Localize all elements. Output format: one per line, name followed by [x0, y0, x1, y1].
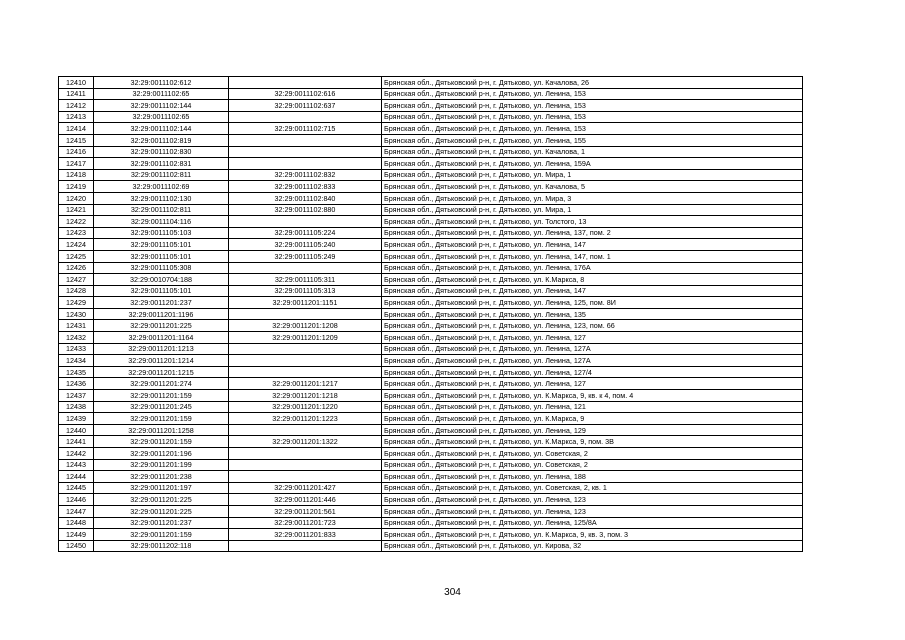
- cadastral-number-cell: 32:29:0011201:245: [94, 401, 229, 413]
- address-cell: Брянская обл., Дятьковский р-н, г. Дятьково, ул. Качалова, 1: [382, 146, 803, 158]
- cadastral-number-cell: 32:29:0011102:819: [94, 134, 229, 146]
- row-number-cell: 12435: [59, 366, 94, 378]
- related-cadastral-number-cell: [229, 540, 382, 552]
- related-cadastral-number-cell: [229, 111, 382, 123]
- row-number-cell: 12443: [59, 459, 94, 471]
- table-row: [59, 297, 803, 309]
- cadastral-number-cell: 32:29:0011102:144: [94, 123, 229, 135]
- table-row: [59, 471, 803, 483]
- row-number-cell: 12429: [59, 297, 94, 309]
- row-number-cell: 12449: [59, 529, 94, 541]
- cadastral-number-cell: 32:29:0011102:612: [94, 77, 229, 89]
- related-cadastral-number-cell: 32:29:0011201:1208: [229, 320, 382, 332]
- row-number-cell: 12421: [59, 204, 94, 216]
- table-row: [59, 216, 803, 228]
- related-cadastral-number-cell: [229, 366, 382, 378]
- row-number-cell: 12446: [59, 494, 94, 506]
- related-cadastral-number-cell: 32:29:0011201:446: [229, 494, 382, 506]
- row-number-cell: 12417: [59, 158, 94, 170]
- row-number-cell: 12411: [59, 88, 94, 100]
- row-number-cell: 12436: [59, 378, 94, 390]
- row-number-cell: 12418: [59, 169, 94, 181]
- related-cadastral-number-cell: 32:29:0011105:224: [229, 227, 382, 239]
- address-cell: Брянская обл., Дятьковский р-н, г. Дятьково, ул. Советская, 2: [382, 459, 803, 471]
- row-number-cell: 12439: [59, 413, 94, 425]
- address-cell: Брянская обл., Дятьковский р-н, г. Дятьково, ул. К.Маркса, 9, пом. 3В: [382, 436, 803, 448]
- row-number-cell: 12426: [59, 262, 94, 274]
- cadastral-number-cell: 32:29:0011102:144: [94, 100, 229, 112]
- related-cadastral-number-cell: 32:29:0011102:833: [229, 181, 382, 193]
- address-cell: Брянская обл., Дятьковский р-н, г. Дятьково, ул. Ленина, 125/8А: [382, 517, 803, 529]
- address-cell: Брянская обл., Дятьковский р-н, г. Дятьково, ул. Кирова, 32: [382, 540, 803, 552]
- related-cadastral-number-cell: [229, 146, 382, 158]
- address-cell: Брянская обл., Дятьковский р-н, г. Дятьково, ул. Ленина, 127: [382, 378, 803, 390]
- cadastral-number-cell: 32:29:0011201:159: [94, 529, 229, 541]
- cadastral-number-cell: 32:29:0011201:1164: [94, 332, 229, 344]
- address-cell: Брянская обл., Дятьковский р-н, г. Дятьково, ул. Мира, 1: [382, 169, 803, 181]
- table-row: [59, 459, 803, 471]
- related-cadastral-number-cell: 32:29:0011102:616: [229, 88, 382, 100]
- address-cell: Брянская обл., Дятьковский р-н, г. Дятьково, ул. Толстого, 13: [382, 216, 803, 228]
- address-cell: Брянская обл., Дятьковский р-н, г. Дятьково, ул. Ленина, 155: [382, 134, 803, 146]
- row-number-cell: 12415: [59, 134, 94, 146]
- table-row: [59, 204, 803, 216]
- row-number-cell: 12425: [59, 250, 94, 262]
- address-cell: Брянская обл., Дятьковский р-н, г. Дятьково, ул. Ленина, 123: [382, 494, 803, 506]
- related-cadastral-number-cell: 32:29:0011201:1209: [229, 332, 382, 344]
- table-row: [59, 239, 803, 251]
- cadastral-number-cell: 32:29:0011201:159: [94, 413, 229, 425]
- row-number-cell: 12420: [59, 192, 94, 204]
- address-cell: Брянская обл., Дятьковский р-н, г. Дятьково, ул. Ленина, 125, пом. 8И: [382, 297, 803, 309]
- address-cell: Брянская обл., Дятьковский р-н, г. Дятьково, ул. Ленина, 159А: [382, 158, 803, 170]
- address-cell: Брянская обл., Дятьковский р-н, г. Дятьково, ул. Мира, 3: [382, 192, 803, 204]
- related-cadastral-number-cell: [229, 216, 382, 228]
- related-cadastral-number-cell: 32:29:0011102:840: [229, 192, 382, 204]
- table-row: [59, 262, 803, 274]
- table-row: [59, 285, 803, 297]
- related-cadastral-number-cell: [229, 448, 382, 460]
- row-number-cell: 12419: [59, 181, 94, 193]
- related-cadastral-number-cell: 32:29:0011102:880: [229, 204, 382, 216]
- table-row: [59, 343, 803, 355]
- related-cadastral-number-cell: [229, 158, 382, 170]
- cadastral-number-cell: 32:29:0011105:308: [94, 262, 229, 274]
- related-cadastral-number-cell: [229, 262, 382, 274]
- row-number-cell: 12432: [59, 332, 94, 344]
- related-cadastral-number-cell: [229, 308, 382, 320]
- address-cell: Брянская обл., Дятьковский р-н, г. Дятьково, ул. Ленина, 147: [382, 239, 803, 251]
- table-row: [59, 378, 803, 390]
- table-row: [59, 529, 803, 541]
- registry-table: [58, 76, 803, 552]
- cadastral-number-cell: 32:29:0011201:197: [94, 482, 229, 494]
- related-cadastral-number-cell: [229, 134, 382, 146]
- table-row: [59, 181, 803, 193]
- table-row: [59, 134, 803, 146]
- cadastral-number-cell: 32:29:0011202:118: [94, 540, 229, 552]
- address-cell: Брянская обл., Дятьковский р-н, г. Дятьково, ул. Ленина, 135: [382, 308, 803, 320]
- address-cell: Брянская обл., Дятьковский р-н, г. Дятьково, ул. Ленина, 127А: [382, 343, 803, 355]
- related-cadastral-number-cell: 32:29:0011102:715: [229, 123, 382, 135]
- address-cell: Брянская обл., Дятьковский р-н, г. Дятьково, ул. Ленина, 129: [382, 424, 803, 436]
- row-number-cell: 12430: [59, 308, 94, 320]
- row-number-cell: 12434: [59, 355, 94, 367]
- address-cell: Брянская обл., Дятьковский р-н, г. Дятьково, ул. Ленина, 153: [382, 111, 803, 123]
- address-cell: Брянская обл., Дятьковский р-н, г. Дятьково, ул. Ленина, 127: [382, 332, 803, 344]
- row-number-cell: 12410: [59, 77, 94, 89]
- cadastral-number-cell: 32:29:0011201:238: [94, 471, 229, 483]
- cadastral-number-cell: 32:29:0011201:225: [94, 494, 229, 506]
- registry-table-body: [59, 77, 803, 552]
- row-number-cell: 12427: [59, 274, 94, 286]
- address-cell: Брянская обл., Дятьковский р-н, г. Дятьково, ул. Качалова, 5: [382, 181, 803, 193]
- related-cadastral-number-cell: [229, 355, 382, 367]
- table-row: [59, 540, 803, 552]
- cadastral-number-cell: 32:29:0011201:159: [94, 436, 229, 448]
- cadastral-number-cell: 32:29:0011201:1214: [94, 355, 229, 367]
- cadastral-number-cell: 32:29:0011105:101: [94, 285, 229, 297]
- row-number-cell: 12433: [59, 343, 94, 355]
- address-cell: Брянская обл., Дятьковский р-н, г. Дятьково, ул. Ленина, 153: [382, 123, 803, 135]
- cadastral-number-cell: 32:29:0011201:237: [94, 517, 229, 529]
- row-number-cell: 12448: [59, 517, 94, 529]
- table-row: [59, 436, 803, 448]
- address-cell: Брянская обл., Дятьковский р-н, г. Дятьково, ул. Ленина, 127А: [382, 355, 803, 367]
- address-cell: Брянская обл., Дятьковский р-н, г. Дятьково, ул. Ленина, 127/4: [382, 366, 803, 378]
- related-cadastral-number-cell: 32:29:0011105:313: [229, 285, 382, 297]
- address-cell: Брянская обл., Дятьковский р-н, г. Дятьково, ул. Качалова, 26: [382, 77, 803, 89]
- table-row: [59, 413, 803, 425]
- related-cadastral-number-cell: 32:29:0011201:1218: [229, 390, 382, 402]
- related-cadastral-number-cell: [229, 424, 382, 436]
- cadastral-number-cell: 32:29:0011105:101: [94, 250, 229, 262]
- related-cadastral-number-cell: [229, 77, 382, 89]
- related-cadastral-number-cell: 32:29:0011201:1217: [229, 378, 382, 390]
- related-cadastral-number-cell: 32:29:0011201:833: [229, 529, 382, 541]
- related-cadastral-number-cell: 32:29:0011201:1322: [229, 436, 382, 448]
- table-row: [59, 169, 803, 181]
- row-number-cell: 12431: [59, 320, 94, 332]
- table-row: [59, 332, 803, 344]
- related-cadastral-number-cell: 32:29:0011201:561: [229, 505, 382, 517]
- row-number-cell: 12416: [59, 146, 94, 158]
- cadastral-number-cell: 32:29:0011201:159: [94, 390, 229, 402]
- address-cell: Брянская обл., Дятьковский р-н, г. Дятьково, ул. Мира, 1: [382, 204, 803, 216]
- address-cell: Брянская обл., Дятьковский р-н, г. Дятьково, ул. Ленина, 188: [382, 471, 803, 483]
- address-cell: Брянская обл., Дятьковский р-н, г. Дятьково, ул. Ленина, 153: [382, 88, 803, 100]
- related-cadastral-number-cell: 32:29:0011201:1223: [229, 413, 382, 425]
- row-number-cell: 12441: [59, 436, 94, 448]
- table-row: [59, 308, 803, 320]
- address-cell: Брянская обл., Дятьковский р-н, г. Дятьково, ул. Советская, 2: [382, 448, 803, 460]
- cadastral-number-cell: 32:29:0011201:225: [94, 320, 229, 332]
- cadastral-number-cell: 32:29:0011105:101: [94, 239, 229, 251]
- address-cell: Брянская обл., Дятьковский р-н, г. Дятьково, ул. Ленина, 121: [382, 401, 803, 413]
- table-row: [59, 123, 803, 135]
- cadastral-number-cell: 32:29:0011201:1196: [94, 308, 229, 320]
- related-cadastral-number-cell: [229, 471, 382, 483]
- cadastral-number-cell: 32:29:0011102:831: [94, 158, 229, 170]
- table-row: [59, 227, 803, 239]
- table-row: [59, 424, 803, 436]
- row-number-cell: 12450: [59, 540, 94, 552]
- related-cadastral-number-cell: 32:29:0011201:427: [229, 482, 382, 494]
- table-row: [59, 448, 803, 460]
- related-cadastral-number-cell: 32:29:0011102:832: [229, 169, 382, 181]
- table-row: [59, 505, 803, 517]
- row-number-cell: 12412: [59, 100, 94, 112]
- row-number-cell: 12424: [59, 239, 94, 251]
- cadastral-number-cell: 32:29:0011104:116: [94, 216, 229, 228]
- table-row: [59, 146, 803, 158]
- row-number-cell: 12447: [59, 505, 94, 517]
- address-cell: Брянская обл., Дятьковский р-н, г. Дятьково, ул. Ленина, 147: [382, 285, 803, 297]
- table-row: [59, 274, 803, 286]
- table-row: [59, 250, 803, 262]
- cadastral-number-cell: 32:29:0010704:188: [94, 274, 229, 286]
- related-cadastral-number-cell: 32:29:0011105:311: [229, 274, 382, 286]
- row-number-cell: 12414: [59, 123, 94, 135]
- cadastral-number-cell: 32:29:0011201:1213: [94, 343, 229, 355]
- cadastral-number-cell: 32:29:0011102:130: [94, 192, 229, 204]
- related-cadastral-number-cell: 32:29:0011105:249: [229, 250, 382, 262]
- address-cell: Брянская обл., Дятьковский р-н, г. Дятьково, ул. К.Маркса, 9, кв. к 4, пом. 4: [382, 390, 803, 402]
- page-number: 304: [444, 587, 461, 598]
- cadastral-number-cell: 32:29:0011102:65: [94, 88, 229, 100]
- address-cell: Брянская обл., Дятьковский р-н, г. Дятьково, ул. К.Маркса, 9, кв. 3, пом. 3: [382, 529, 803, 541]
- address-cell: Брянская обл., Дятьковский р-н, г. Дятьково, ул. Ленина, 153: [382, 100, 803, 112]
- cadastral-number-cell: 32:29:0011201:196: [94, 448, 229, 460]
- row-number-cell: 12444: [59, 471, 94, 483]
- table-row: [59, 88, 803, 100]
- table-row: [59, 77, 803, 89]
- related-cadastral-number-cell: 32:29:0011201:1151: [229, 297, 382, 309]
- row-number-cell: 12438: [59, 401, 94, 413]
- related-cadastral-number-cell: 32:29:0011102:637: [229, 100, 382, 112]
- table-row: [59, 366, 803, 378]
- row-number-cell: 12428: [59, 285, 94, 297]
- table-row: [59, 100, 803, 112]
- cadastral-number-cell: 32:29:0011201:199: [94, 459, 229, 471]
- table-row: [59, 355, 803, 367]
- table-row: [59, 517, 803, 529]
- row-number-cell: 12413: [59, 111, 94, 123]
- address-cell: Брянская обл., Дятьковский р-н, г. Дятьково, ул. Ленина, 123, пом. 66: [382, 320, 803, 332]
- related-cadastral-number-cell: 32:29:0011105:240: [229, 239, 382, 251]
- related-cadastral-number-cell: 32:29:0011201:723: [229, 517, 382, 529]
- cadastral-number-cell: 32:29:0011201:274: [94, 378, 229, 390]
- row-number-cell: 12437: [59, 390, 94, 402]
- table-row: [59, 401, 803, 413]
- row-number-cell: 12440: [59, 424, 94, 436]
- cadastral-number-cell: 32:29:0011201:225: [94, 505, 229, 517]
- table-row: [59, 192, 803, 204]
- table-row: [59, 390, 803, 402]
- cadastral-number-cell: 32:29:0011102:69: [94, 181, 229, 193]
- table-row: [59, 494, 803, 506]
- table-row: [59, 111, 803, 123]
- address-cell: Брянская обл., Дятьковский р-н, г. Дятьково, ул. К.Маркса, 9: [382, 413, 803, 425]
- related-cadastral-number-cell: [229, 343, 382, 355]
- table-row: [59, 320, 803, 332]
- cadastral-number-cell: 32:29:0011201:1258: [94, 424, 229, 436]
- cadastral-number-cell: 32:29:0011102:65: [94, 111, 229, 123]
- related-cadastral-number-cell: [229, 459, 382, 471]
- cadastral-number-cell: 32:29:0011105:103: [94, 227, 229, 239]
- address-cell: Брянская обл., Дятьковский р-н, г. Дятьково, ул. Советская, 2, кв. 1: [382, 482, 803, 494]
- address-cell: Брянская обл., Дятьковский р-н, г. Дятьково, ул. К.Маркса, 8: [382, 274, 803, 286]
- cadastral-number-cell: 32:29:0011102:811: [94, 169, 229, 181]
- row-number-cell: 12442: [59, 448, 94, 460]
- address-cell: Брянская обл., Дятьковский р-н, г. Дятьково, ул. Ленина, 137, пом. 2: [382, 227, 803, 239]
- table-row: [59, 482, 803, 494]
- related-cadastral-number-cell: 32:29:0011201:1220: [229, 401, 382, 413]
- cadastral-number-cell: 32:29:0011201:1215: [94, 366, 229, 378]
- row-number-cell: 12422: [59, 216, 94, 228]
- address-cell: Брянская обл., Дятьковский р-н, г. Дятьково, ул. Ленина, 176А: [382, 262, 803, 274]
- row-number-cell: 12445: [59, 482, 94, 494]
- cadastral-number-cell: 32:29:0011201:237: [94, 297, 229, 309]
- address-cell: Брянская обл., Дятьковский р-н, г. Дятьково, ул. Ленина, 123: [382, 505, 803, 517]
- cadastral-number-cell: 32:29:0011102:830: [94, 146, 229, 158]
- table-row: [59, 158, 803, 170]
- cadastral-number-cell: 32:29:0011102:811: [94, 204, 229, 216]
- address-cell: Брянская обл., Дятьковский р-н, г. Дятьково, ул. Ленина, 147, пом. 1: [382, 250, 803, 262]
- row-number-cell: 12423: [59, 227, 94, 239]
